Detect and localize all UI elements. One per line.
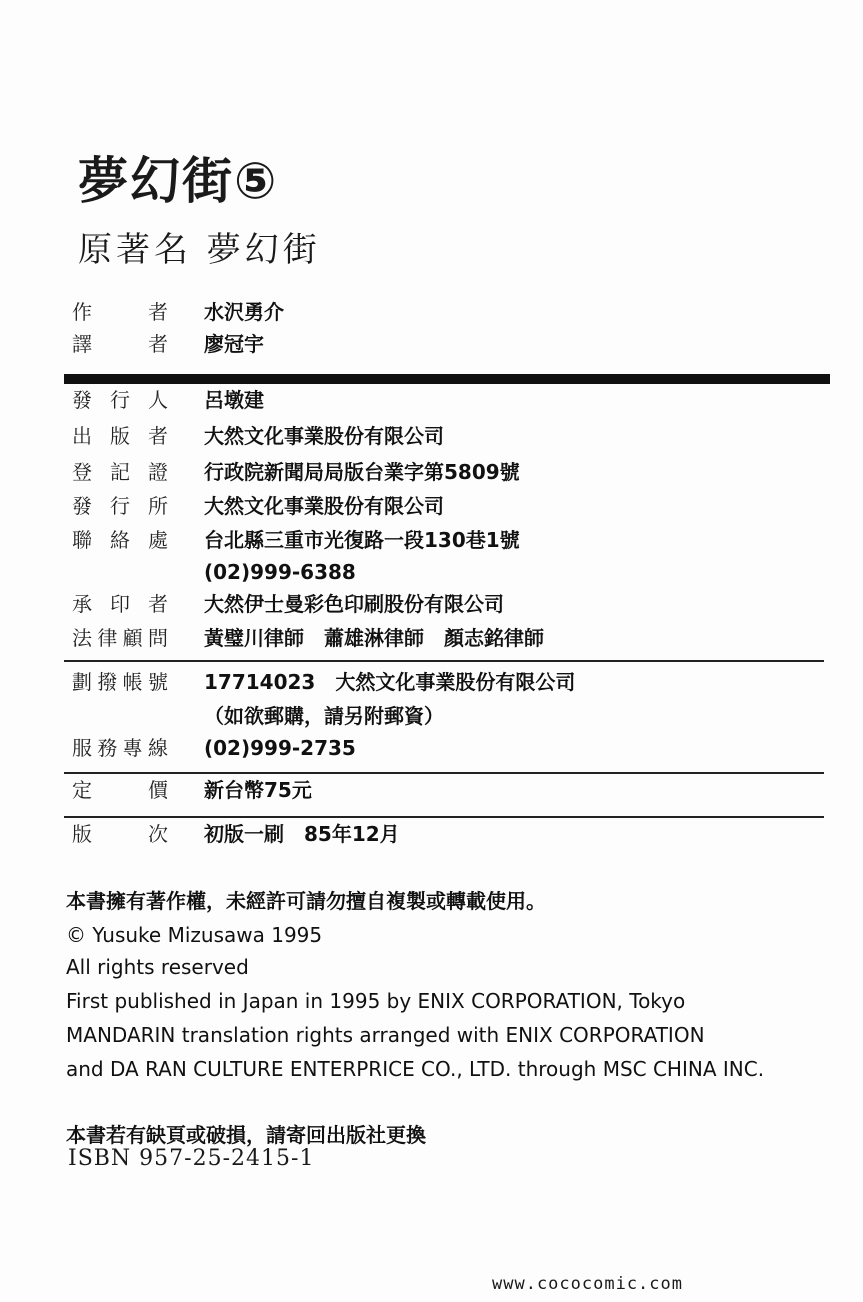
field-label: 發 行 所 <box>72 494 168 518</box>
footer-url: www.cococomic.com <box>492 1274 683 1294</box>
field-label: 發 行 人 <box>72 388 168 412</box>
damage-notice: 本書若有缺頁或破損，請寄回出版社更換 <box>66 1123 426 1147</box>
field-label: 出 版 者 <box>72 424 168 448</box>
field-value: 大然伊士曼彩色印刷股份有限公司 <box>204 592 504 616</box>
copyright-line: and DA RAN CULTURE ENTERPRICE CO., LTD. through MSC CHINA INC. <box>66 1057 765 1081</box>
copyright-line: MANDARIN translation rights arranged with ENIX CORPORATION <box>66 1023 705 1047</box>
copyright-line: 本書擁有著作權，未經許可請勿擅自複製或轉載使用。 <box>66 889 546 913</box>
divider-edition <box>64 816 824 818</box>
copyright-line: All rights reserved <box>66 955 249 979</box>
field-value: (02)999-6388 <box>204 560 356 584</box>
field-label: 聯 絡 處 <box>72 528 168 552</box>
field-label: 定 價 <box>72 778 168 802</box>
divider-account <box>64 660 824 662</box>
thick-divider <box>64 374 830 384</box>
divider-price <box>64 772 824 774</box>
original-title: 原著名 夢幻街 <box>78 230 321 270</box>
field-value: 呂墩建 <box>204 388 264 412</box>
field-label: 譯 者 <box>72 332 168 356</box>
field-value: 17714023 大然文化事業股份有限公司 <box>204 670 576 694</box>
field-label: 服 務 專 線 <box>72 736 168 760</box>
field-label: 法 律 顧 問 <box>72 626 168 650</box>
field-label: 劃 撥 帳 號 <box>72 670 168 694</box>
field-value: 台北縣三重市光復路一段130巷1號 <box>204 528 520 552</box>
field-value: 新台幣75元 <box>204 778 312 802</box>
isbn: ISBN 957-25-2415-1 <box>68 1146 315 1171</box>
field-value: 初版一刷 85年12月 <box>204 822 400 846</box>
field-value: 黃璧川律師 蕭雄淋律師 顏志銘律師 <box>204 626 544 650</box>
field-label: 登 記 證 <box>72 460 168 484</box>
book-title: 夢幻街⑤ <box>78 152 279 210</box>
copyright-line: First published in Japan in 1995 by ENIX CORPORATION, Tokyo <box>66 989 686 1013</box>
field-value: (02)999-2735 <box>204 736 356 760</box>
field-value: 廖冠宇 <box>204 332 264 356</box>
copyright-line: © Yusuke Mizusawa 1995 <box>66 923 323 947</box>
field-value: 大然文化事業股份有限公司 <box>204 424 444 448</box>
field-label: 作 者 <box>72 300 168 324</box>
field-label: 版 次 <box>72 822 168 846</box>
field-value: （如欲郵購，請另附郵資） <box>204 704 444 728</box>
field-value: 行政院新聞局局版台業字第5809號 <box>204 460 520 484</box>
field-value: 大然文化事業股份有限公司 <box>204 494 444 518</box>
field-value: 水沢勇介 <box>204 300 284 324</box>
field-label: 承 印 者 <box>72 592 168 616</box>
